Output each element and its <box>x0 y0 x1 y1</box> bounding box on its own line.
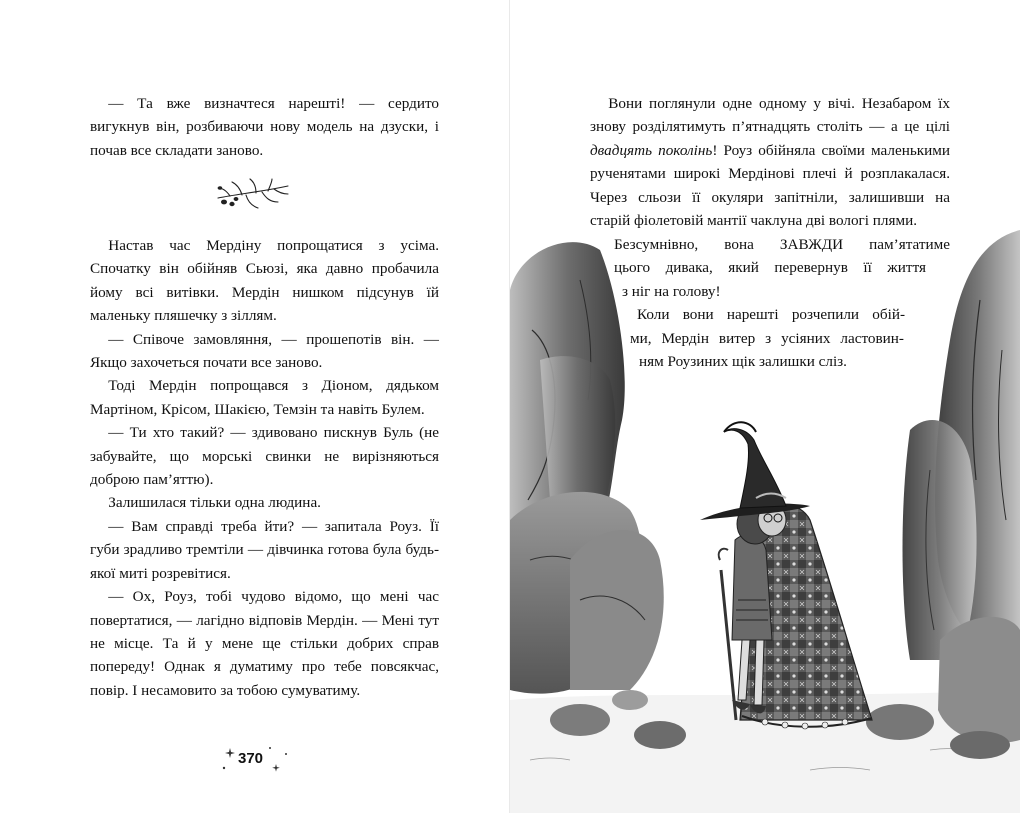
italic-phrase: двадцять поколінь <box>590 141 713 159</box>
page-number-label: 370 <box>238 750 264 767</box>
text-line: Безсумнівно, вона ЗАВЖДИ пам’ятатиме <box>614 236 950 253</box>
paragraph: — Ти хто такий? — здивовано пискнув Буль (не забувайте, що морські свинки не вирізняються доброю пам’яттю). <box>90 424 439 489</box>
paragraph-part: Вони поглянули одне одному у вічі. Незабаром їх знову розділятимуть п’ятнадцять століть — а це цілі <box>590 95 950 136</box>
paragraph: — Співоче замовляння, — прошепотів він. — Якщо захочеться почати все заново. <box>90 330 439 372</box>
paragraph: Залишилася тільки одна людина. <box>108 494 321 512</box>
paragraph <box>590 92 950 232</box>
paragraph: Тоді Мердін попрощався з Діоном, дядьком Мартіном, Крісом, Шакією, Темзін та навіть Булем. <box>90 377 439 418</box>
text-block-main <box>90 234 439 702</box>
paragraph: — Вам справді треба йти? — запитала Роуз. Її губи зрадливо тремтіли — дівчинка готова була будь-якої миті розревітися. <box>90 517 439 582</box>
text-line: з ніг на голову! <box>622 283 721 300</box>
paragraph-part: ! Роуз обійняла своїми маленькими рученятами широкі Мердінові плечі й розплакалася. Через сльози її окуляри запітніли, залишивши на старій фіолетовій мантії чаклуна дві вологі плями. <box>590 141 950 230</box>
text-line: цього дивака, який перевернув її життя <box>614 259 926 276</box>
text-line: Коли вони нарешті розчепили обій- <box>637 306 905 323</box>
paragraph: — Та вже визначтеся нарешті! — сердито вигукнув він, розбиваючи нову модель на дзуски, і почав все складати заново. <box>90 95 439 159</box>
page-number <box>216 742 296 778</box>
olive-branch-divider-icon <box>212 176 292 216</box>
text-line: ням Роузиних щік залишки сліз. <box>639 353 847 370</box>
right-page <box>510 0 1020 813</box>
text-line: ми, Мердін витер з усіяних ластовин- <box>630 330 904 347</box>
paragraph: — Ох, Роуз, тобі чудово відомо, що мені час повертатися, — лагідно відповів Мердін. — Мені тут не місце. Та й у мене ще стільки добрих справ попереду! Однак я думатиму про тебе повсякчас, повір. І несамовито за тобою сумуватиму. <box>90 588 439 699</box>
paragraph: Настав час Мердіну попрощатися з усіма. Спочатку він обійняв Сьюзі, яка давно пробачила йому всі витівки. Мердін нишком підсунув їй маленьку пляшечку з зіллям. <box>90 237 439 325</box>
text-block-top <box>90 92 439 162</box>
text-block-right-top <box>590 92 950 232</box>
